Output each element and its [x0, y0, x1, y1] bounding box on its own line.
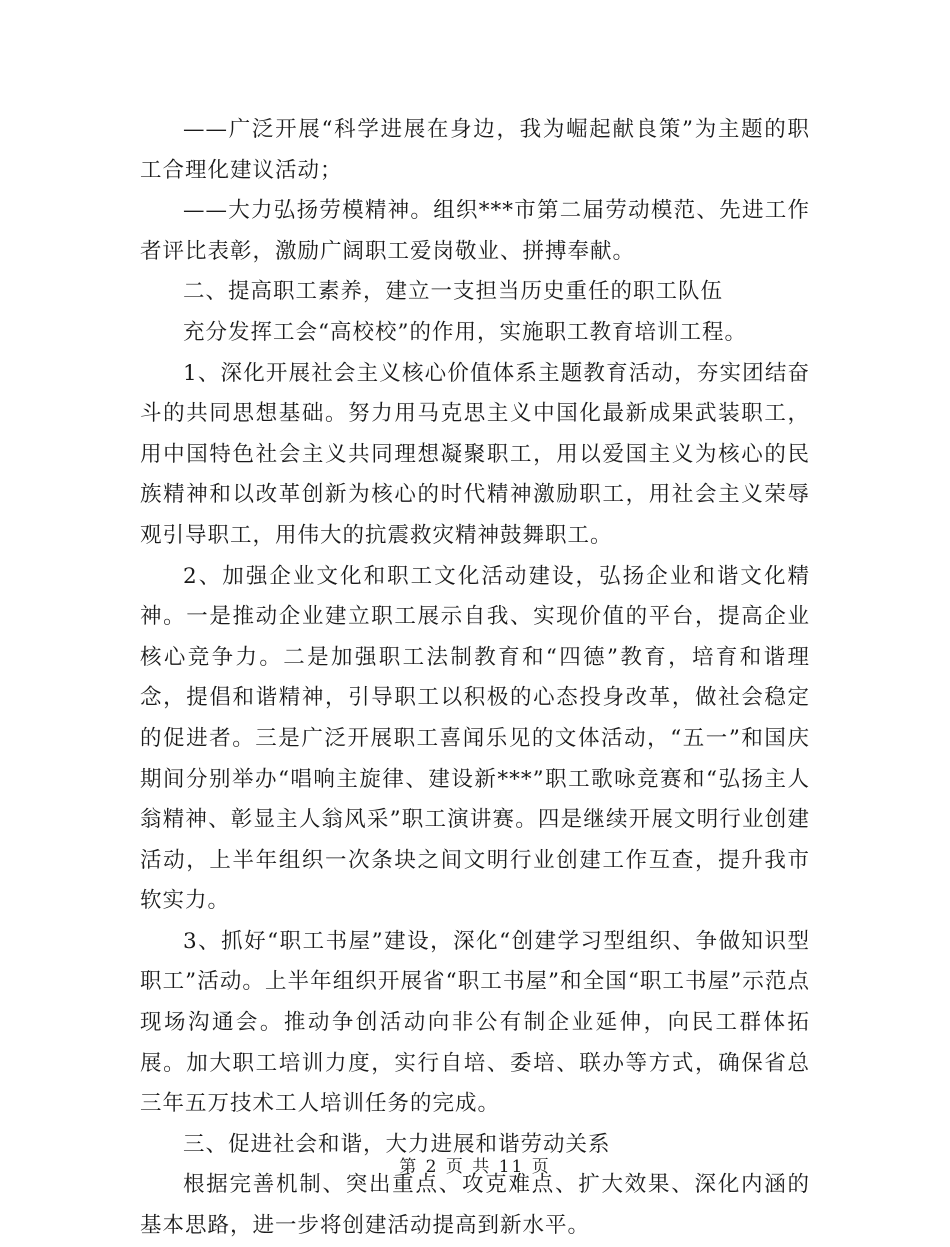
- paragraph-item-1: 1、深化开展社会主义核心价值体系主题教育活动，夯实团结奋斗的共同思想基础。努力用马克思主义中国化最新成果武装职工，用中国特色社会主义共同理想凝聚职工，用以爱国主义为核心的民族精神和以改革创新为核心的时代精神激励职工，用社会主义荣辱观引导职工，用伟大的抗震救灾精神鼓舞职工。: [140, 360, 810, 548]
- section-heading-2: 二、提高职工素养，建立一支担当历史重任的职工队伍: [183, 279, 724, 305]
- document-body: [140, 110, 810, 1247]
- paragraph-item-2: 2、加强企业文化和职工文化活动建设，弘扬企业和谐文化精神。一是推动企业建立职工展示自我、实现价值的平台，提高企业核心竞争力。二是加强职工法制教育和“四德”教育，培育和谐理念，提倡和谐精神，引导职工以积极的心态投身改革，做社会稳定的促进者。三是广泛开展职工喜闻乐见的文体活动，“五一”和国庆期间分别举办“唱响主旋律、建设新***”职工歌咏竞赛和“弘扬主人翁精神、彰显主人翁风采”职工演讲赛。四是继续开展文明行业创建活动，上半年组织一次条块之间文明行业创建工作互查，提升我市软实力。: [140, 563, 810, 914]
- paragraph-education-intro: 充分发挥工会“高校校”的作用，实施职工教育培训工程。: [183, 319, 747, 345]
- paragraph-basic-approach: 根据完善机制、突出重点、攻克难点、扩大效果、深化内涵的基本思路，进一步将创建活动提高到新水平。: [140, 1172, 810, 1239]
- page-footer: [0, 1152, 950, 1177]
- paragraph-model-worker: ——大力弘扬劳模精神。组织***市第二届劳动模范、先进工作者评比表彰，激励广阔职工爱岗敬业、拼搏奉献。: [140, 198, 810, 264]
- paragraph-suggestion-activity: ——广泛开展“科学进展在身边，我为崛起献良策”为主题的职工合理化建议活动；: [140, 117, 810, 183]
- section-heading-3: 三、促进社会和谐，大力进展和谐劳动关系: [183, 1131, 611, 1157]
- page-number: 第 2 页 共 11 页: [399, 1157, 551, 1177]
- paragraph-item-3: 3、抓好“职工书屋”建设，深化“创建学习型组织、争做知识型职工”活动。上半年组织开展省“职工书屋”和全国“职工书屋”示范点现场沟通会。推动争创活动向非公有制企业延伸，向民工群体拓展。加大职工培训力度，实行自培、委培、联办等方式，确保省总三年五万技术工人培训任务的完成。: [140, 928, 810, 1117]
